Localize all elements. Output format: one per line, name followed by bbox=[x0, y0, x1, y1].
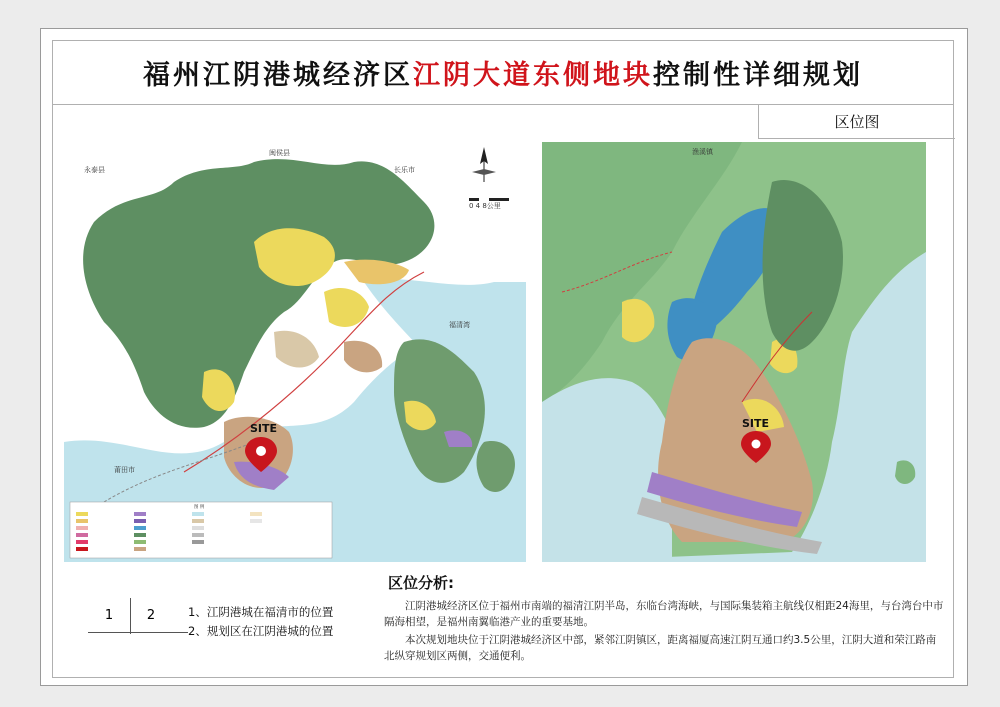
legend-title: 图 例 bbox=[194, 505, 205, 510]
map-index bbox=[88, 604, 172, 628]
index-divider bbox=[130, 598, 131, 634]
label-minhou: 闽侯县 bbox=[269, 149, 290, 157]
right-map bbox=[542, 142, 926, 562]
analysis-title: 区位分析: bbox=[388, 574, 454, 592]
label-fuqing-bay: 福清湾 bbox=[449, 321, 470, 329]
index-two: 2 bbox=[146, 608, 156, 623]
left-map bbox=[64, 142, 526, 562]
index-underline bbox=[88, 632, 188, 633]
left-site-label: SITE bbox=[250, 422, 278, 435]
label-putian: 莆田市 bbox=[114, 466, 135, 474]
subtitle: 区位图 bbox=[834, 112, 880, 131]
label-yongtai: 永泰县 bbox=[84, 166, 105, 174]
title-prefix: 福州江阴港城经济区 bbox=[143, 59, 413, 91]
subtitle-box bbox=[758, 104, 955, 139]
label-changle: 长乐市 bbox=[394, 166, 415, 174]
page-title bbox=[143, 53, 863, 92]
title-highlight: 江阴大道东侧地块 bbox=[413, 59, 653, 91]
index-one: 1 bbox=[104, 608, 114, 623]
title-bar bbox=[52, 40, 954, 105]
analysis-paragraph-2: 本次规划地块位于江阴港城经济区中部，紧邻江阴镇区，距离福厦高速江阴互通口约3.5公里，江阴大道和荣江路南北纵穿规划区两侧，交通便利。 bbox=[384, 634, 937, 662]
scale-bar: 0 4 8公里 bbox=[469, 202, 501, 210]
map-legend bbox=[70, 502, 332, 558]
right-site-label: SITE bbox=[742, 417, 770, 430]
analysis-paragraph-1: 江阴港城经济区位于福州市南端的福清江阴半岛，东临台湾海峡，与国际集装箱主航线仅相距24海里，与台湾台中市隔海相望，是福州南翼临港产业的重要基地。 bbox=[384, 600, 944, 628]
caption-2: 2、规划区在江阴港城的位置 bbox=[188, 624, 334, 638]
title-suffix: 控制性详细规划 bbox=[653, 59, 863, 91]
caption-1: 1、江阴港城在福清市的位置 bbox=[188, 605, 334, 619]
label-yuxi: 渔溪镇 bbox=[692, 148, 713, 156]
